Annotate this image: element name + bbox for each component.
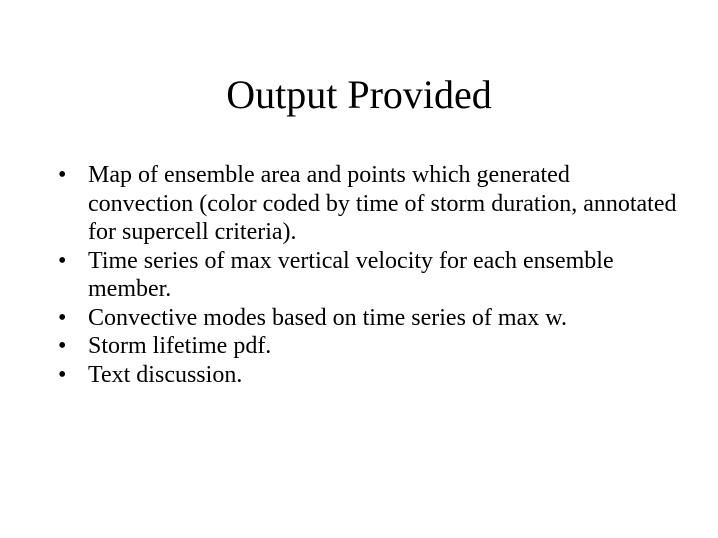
bullet-text: Storm lifetime pdf.: [88, 333, 272, 359]
bullet-icon: •: [58, 304, 67, 331]
bullet-icon: •: [58, 247, 67, 274]
bullet-icon: •: [58, 361, 67, 388]
bullet-item: [58, 361, 678, 390]
bullet-item: [58, 332, 678, 361]
slide-title: Output Provided: [226, 72, 492, 117]
bullet-item: [58, 161, 678, 247]
bullet-text: Convective modes based on time series of max w.: [88, 304, 567, 331]
bullet-text: Time series of max vertical velocity for each ensemble member.: [88, 247, 614, 302]
bullet-icon: •: [58, 162, 67, 188]
bullet-text: Text discussion.: [88, 361, 243, 388]
bullet-list: [58, 161, 678, 389]
bullet-item: [58, 247, 678, 304]
bullet-item: [58, 304, 678, 333]
bullet-text: Map of ensemble area and points which generated convection (color coded by time of storm duration, annotated for supercell criteria).: [88, 162, 677, 245]
bullet-icon: •: [58, 333, 67, 359]
